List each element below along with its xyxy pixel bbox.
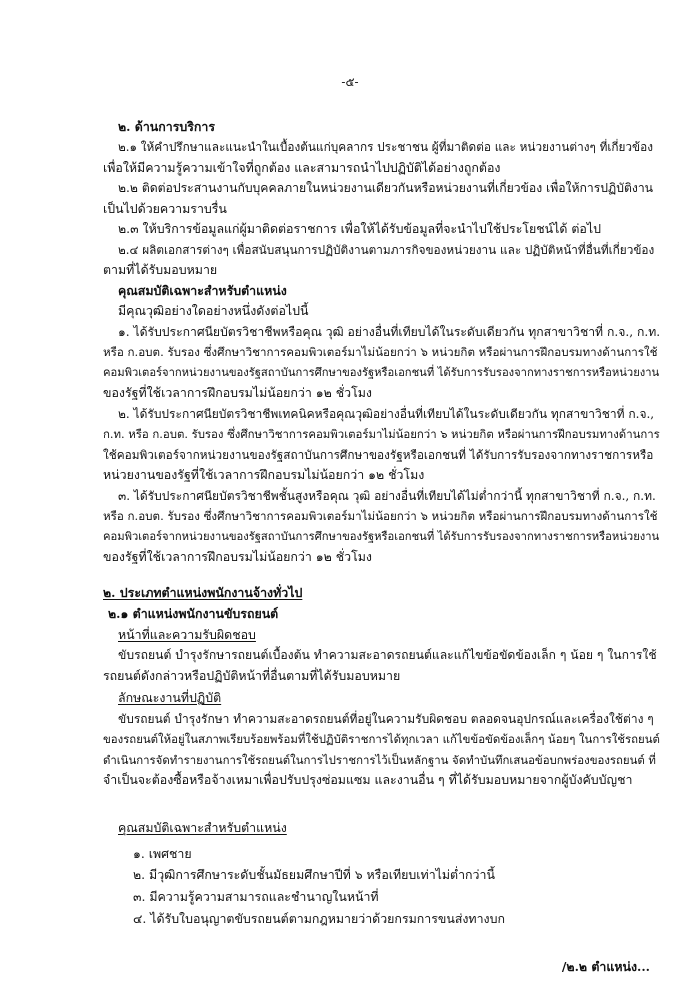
work-nature-line: ของรถยนต์ให้อยู่ในสภาพเรียบร้อยพร้อมที่ใช้ปฏิบัติราชการได้ทุกเวลา แก้ไขข้อขัดข้องเล็กๆ น้อยๆ ในการใช้รถยนต์	[103, 732, 660, 746]
qualification-line: หรือ ก.อบต. รับรอง ซึ่งศึกษาวิชาการคอมพิวเตอร์มาไม่น้อยกว่า ๖ หน่วยกิต หรือผ่านการฝึกอบรมทางด้านการใช้	[103, 509, 658, 523]
duties-heading: หน้าที่และความรับผิดชอบ	[118, 627, 256, 642]
driver-qualifications-heading: คุณสมบัติเฉพาะสำหรับตำแหน่ง	[118, 820, 287, 835]
qualification-line: หรือ ก.อบต. รับรอง ซึ่งศึกษาวิชาการคอมพิวเตอร์มาไม่น้อยกว่า ๖ หน่วยกิต หรือผ่านการฝึกอบรมทางด้านการใช้	[103, 345, 658, 359]
work-nature-line: ขับรถยนต์ บำรุงรักษา ทำความสะอาดรถยนต์ที่อยู่ในความรับผิดชอบ ตลอดจนอุปกรณ์และเครื่องใช้ต่าง ๆ	[118, 712, 654, 726]
subsection-heading-driver: ๒.๑ ตำแหน่งพนักงานขับรถยนต์	[108, 606, 279, 621]
qualification-line: ใช้คอมพิวเตอร์จากหน่วยงานของรัฐสถาบันการศึกษาของรัฐหรือเอกชนที่ ได้รับการรับรองจากทางราชการหรือ	[103, 448, 654, 462]
driver-qualification-item: ๑. เพศชาย	[133, 846, 192, 861]
qualification-line: หน่วยงานของรัฐที่ใช้เวลาการฝึกอบรมไม่น้อยกว่า ๑๒ ชั่วโมง	[103, 467, 425, 482]
qualifications-intro: มีคุณวุฒิอย่างใดอย่างหนึ่งดังต่อไปนี้	[118, 303, 309, 318]
qualification-line: คอมพิวเตอร์จากหน่วยงานของรัฐสถาบันการศึกษาของรัฐหรือเอกชนที่ ได้รับการรับรองจากทางราชการหรือหน่วยงาน	[103, 366, 660, 379]
driver-qualification-item: ๒. มีวุฒิการศึกษาระดับชั้นมัธยมศึกษาปีที่ ๖ หรือเทียบเท่าไม่ต่ำกว่านี้	[133, 867, 495, 882]
qualification-line: ของรัฐที่ใช้เวลาการฝึกอบรมไม่น้อยกว่า ๑๒ ชั่วโมง	[103, 385, 372, 400]
qualification-line: ก.ท. หรือ ก.อบต. รับรอง ซึ่งศึกษาวิชาการคอมพิวเตอร์มาไม่น้อยกว่า ๖ หน่วยกิต หรือผ่านการฝึกอบรมทางด้านการ	[103, 427, 660, 441]
page-number: -๕-	[341, 75, 359, 89]
qualifications-heading: คุณสมบัติเฉพาะสำหรับตำแหน่ง	[118, 283, 287, 298]
paragraph-line: เป็นไปด้วยความราบรื่น	[103, 201, 227, 216]
work-nature-line: ดำเนินการจัดทำรายงานการใช้รถยนต์ในการไปราชการไว้เป็นหลักฐาน จัดทำบันทึกเสนอข้อบกพร่องของรถยนต์ ที่	[103, 753, 656, 767]
section-heading-services: ๒. ด้านการบริการ	[118, 119, 216, 134]
work-nature-heading: ลักษณะงานที่ปฏิบัติ	[118, 690, 222, 705]
qualification-line: คอมพิวเตอร์จากหน่วยงานของรัฐสถาบันการศึกษาของรัฐหรือเอกชนที่ ได้รับการรับรองจากทางราชการหรือหน่วยงาน	[103, 530, 660, 543]
qualification-line: ๓. ได้รับประกาศนียบัตรวิชาชีพชั้นสูงหรือคุณ วุฒิ อย่างอื่นที่เทียบได้ไม่ต่ำกว่านี้ ทุกสาขาวิชาที่ ก.จ., ก.ท.	[118, 489, 656, 503]
driver-qualification-item: ๔. ได้รับใบอนุญาตขับรถยนต์ตามกฎหมายว่าด้วยกรมการขนส่งทางบก	[133, 911, 505, 926]
qualification-line: ๑. ได้รับประกาศนียบัตรวิชาชีพหรือคุณ วุฒิ อย่างอื่นที่เทียบได้ในระดับเดียวกัน ทุกสาขาวิชาที่ ก.จ., ก.ท.	[118, 325, 661, 339]
paragraph-line: ๒.๓ ให้บริการข้อมูลแก่ผู้มาติดต่อราชการ เพื่อให้ได้รับข้อมูลที่จะนำไปใช้ประโยชน์ได้ ต่อไป	[118, 221, 601, 236]
paragraph-line: เพื่อให้มีความรู้ความเข้าใจที่ถูกต้อง และสามารถนำไปปฏิบัติได้อย่างถูกต้อง	[103, 160, 501, 175]
continuation-marker: /๒.๒ ตำแหน่ง...	[561, 959, 650, 974]
qualification-line: ของรัฐที่ใช้เวลาการฝึกอบรมไม่น้อยกว่า ๑๒ ชั่วโมง	[103, 549, 372, 564]
duties-line: รถยนต์ดังกล่าวหรือปฏิบัติหน้าที่อื่นตามที่ได้รับมอบหมาย	[103, 668, 401, 683]
driver-qualification-item: ๓. มีความรู้ความสามารถและชำนาญในหน้าที่	[133, 889, 379, 904]
paragraph-line: ๒.๔ ผลิตเอกสารต่างๆ เพื่อสนับสนุนการปฏิบัติงานตามภารกิจของหน่วยงาน และ ปฏิบัติหน้าที่อื่นที่เกี่ยวข้อง	[118, 243, 655, 257]
section-heading-general-employees: ๒. ประเภทตำแหน่งพนักงานจ้างทั่วไป	[103, 585, 303, 600]
paragraph-line: ๒.๑ ให้คำปรึกษาและแนะนำในเบื้องต้นแก่บุคลากร ประชาชน ผู้ที่มาติดต่อ และ หน่วยงานต่างๆ ที่เกี่ยวข้อง	[118, 140, 653, 154]
paragraph-line: ๒.๒ ติดต่อประสานงานกับบุคคลภายในหน่วยงานเดียวกันหรือหน่วยงานที่เกี่ยวข้อง เพื่อให้การปฏิบัติงาน	[118, 181, 654, 195]
work-nature-line: จำเป็นจะต้องซื้อหรือจ้างเหมาเพื่อปรับปรุงซ่อมแซม และงานอื่น ๆ ที่ได้รับมอบหมายจากผู้บังคับบัญชา	[103, 772, 633, 787]
paragraph-line: ตามที่ได้รับมอบหมาย	[103, 262, 218, 277]
qualification-line: ๒. ได้รับประกาศนียบัตรวิชาชีพเทคนิคหรือคุณวุฒิอย่างอื่นที่เทียบได้ในระดับเดียวกัน ทุกสาขาวิชาที่ ก.จ.,	[118, 407, 655, 421]
duties-line: ขับรถยนต์ บำรุงรักษารถยนต์เบื้องต้น ทำความสะอาดรถยนต์และแก้ไขข้อขัดข้องเล็ก ๆ น้อย ๆ ในการใช้	[118, 648, 657, 662]
